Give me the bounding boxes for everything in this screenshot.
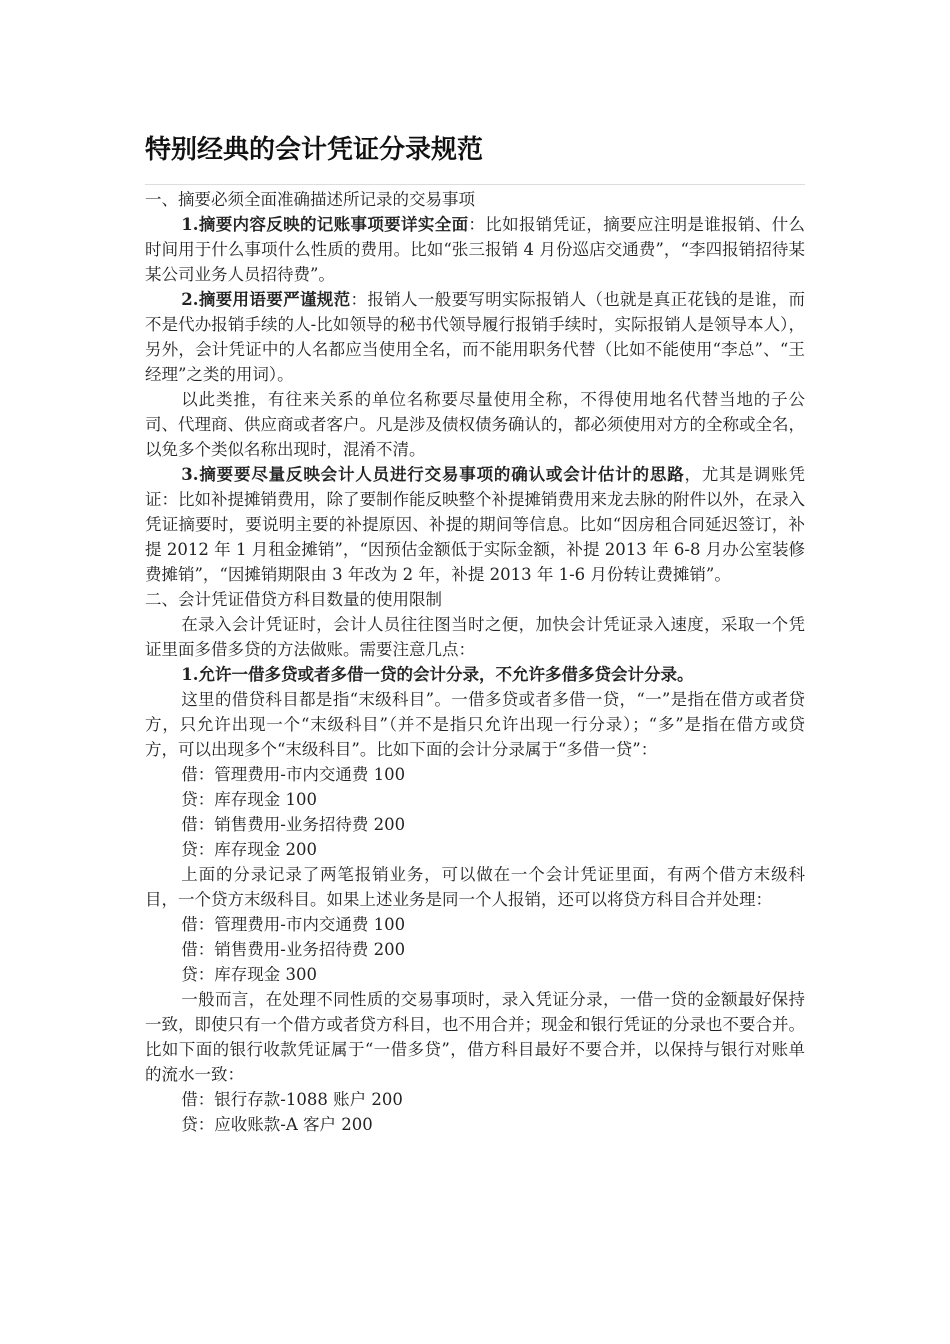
journal-entry-line: 贷：库存现金 200 — [181, 840, 318, 859]
section-1-point-2-title: 2.摘要用语要严谨规范 — [181, 290, 351, 309]
journal-entry-line: 贷：库存现金 100 — [181, 790, 318, 809]
journal-entry-line: 借：销售费用-业务招待费 200 — [181, 815, 406, 834]
title-divider — [145, 184, 805, 185]
section-1-point-1-text: ：比如报销凭证，摘要应注明是谁报销、什么时间用于什么事项什么性质的费用。比如“张三报销 4 月份巡店交通费”，“李四报销招待某某公司业务人员招待费”。 — [145, 215, 806, 284]
journal-entry-line: 借：管理费用-市内交通费 100 — [181, 915, 406, 934]
journal-entry-line: 借：银行存款-1088 账户 200 — [181, 1090, 403, 1109]
journal-entry-line: 贷：应收账款-A 客户 200 — [181, 1115, 373, 1134]
section-1-point-3-text: ，尤其是调账凭证：比如补提摊销费用，除了要制作能反映整个补提摊销费用来龙去脉的附件以外，在录入凭证摘要时，要说明主要的补提原因、补提的期间等信息。比如“因房租合同延迟签订，补提 2012 年 1 月租金摊销”，“因预估金额低于实际金额，补提 2013 年 6-8 月办公室装修费摊销”，“因摊销期限由 3 年改为 2 年，补提 2013 年 1-6 月份转让费摊销”。 — [145, 465, 805, 584]
section-2-paragraph-3: 这里的借贷科目都是指“末级科目”。一借多贷或者多借一贷，“一”是指在借方或者贷方，只允许出现一个“末级科目”（并不是指只允许出现一行分录）；“多”是指在借方或贷方，可以出现多个“末级科目”。比如下面的会计分录属于“多借一贷”： — [145, 690, 805, 759]
section-2-heading: 二、会计凭证借贷方科目数量的使用限制 — [145, 590, 442, 609]
journal-entry-line: 借：管理费用-市内交通费 100 — [181, 765, 406, 784]
section-1-point-3-title: 3.摘要要尽量反映会计人员进行交易事项的确认或会计估计的思路 — [181, 465, 685, 484]
journal-entry-line: 借：销售费用-业务招待费 200 — [181, 940, 406, 959]
section-1-point-2-text: ：报销人一般要写明实际报销人（也就是真正花钱的是谁，而不是代办报销手续的人-比如领导的秘书代领导履行报销手续时，实际报销人是领导本人），另外，会计凭证中的人名都应当使用全名，而不能用职务代替（比如不能使用“李总”、“王经理”之类的用词）。 — [145, 290, 806, 384]
section-1-paragraph-2 — [145, 287, 805, 387]
section-2-point-1-title: 1.允许一借多贷或者多借一贷的会计分录，不允许多借多贷会计分录。 — [181, 665, 694, 684]
section-1-heading: 一、摘要必须全面准确描述所记录的交易事项 — [145, 190, 475, 209]
section-1-paragraph-3: 以此类推，有往来关系的单位名称要尽量使用全称，不得使用地名代替当地的子公司、代理商、供应商或者客户。凡是涉及债权债务确认的，都必须使用对方的全称或全名，以免多个类似名称出现时，混淆不清。 — [145, 390, 805, 459]
section-2-paragraph-4: 上面的分录记录了两笔报销业务，可以做在一个会计凭证里面，有两个借方末级科目，一个贷方末级科目。如果上述业务是同一个人报销，还可以将贷方科目合并处理： — [145, 865, 805, 909]
journal-entry-line: 贷：库存现金 300 — [181, 965, 318, 984]
section-1-point-1-title: 1.摘要内容反映的记账事项要详实全面 — [181, 215, 469, 234]
section-1-paragraph-4 — [145, 462, 805, 587]
section-1-paragraph-1 — [145, 212, 805, 287]
section-2-paragraph-5: 一般而言，在处理不同性质的交易事项时，录入凭证分录，一借一贷的金额最好保持一致，即使只有一个借方或者贷方科目，也不用合并；现金和银行凭证的分录也不要合并。比如下面的银行收款凭证属于“一借多贷”，借方科目最好不要合并，以保持与银行对账单的流水一致： — [145, 990, 805, 1084]
section-2-paragraph-1: 在录入会计凭证时，会计人员往往图当时之便，加快会计凭证录入速度，采取一个凭证里面多借多贷的方法做账。需要注意几点： — [145, 615, 805, 659]
document-title: 特别经典的会计凭证分录规范 — [145, 135, 484, 165]
document-page — [145, 130, 805, 1137]
